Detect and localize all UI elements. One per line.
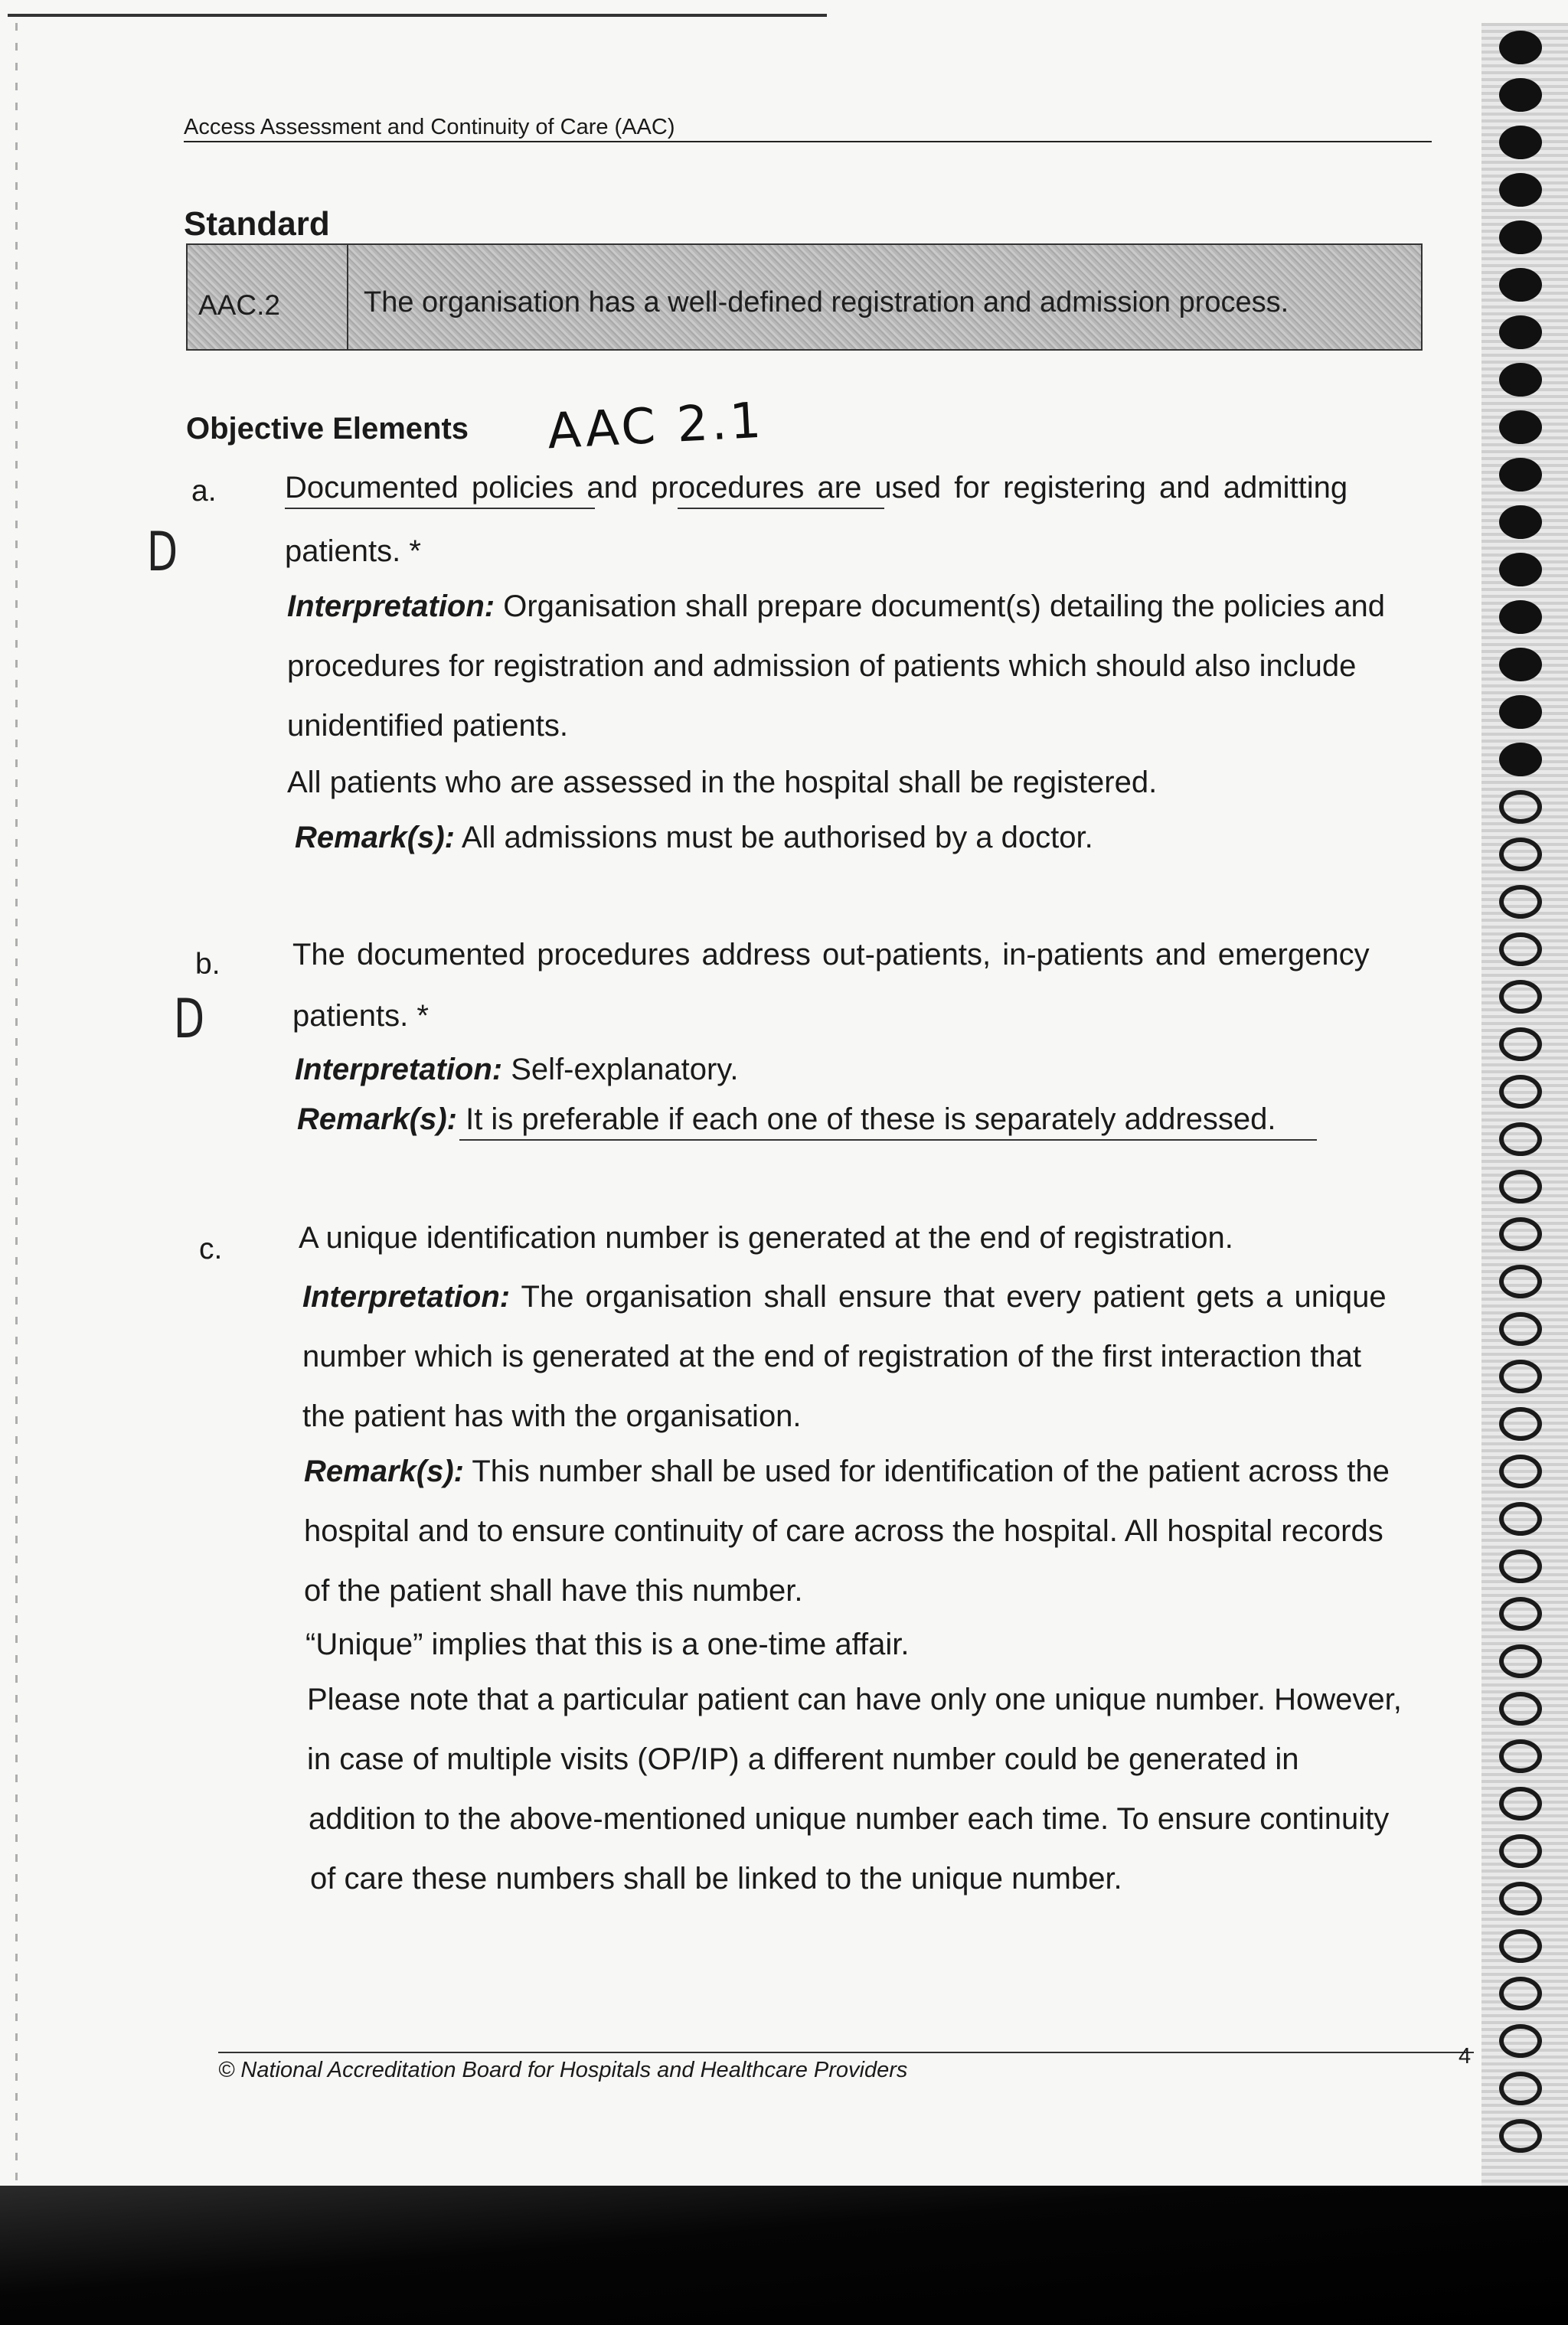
binding-ring bbox=[1499, 2072, 1542, 2105]
binding-ring bbox=[1499, 885, 1542, 919]
binding-ring bbox=[1499, 1929, 1542, 1963]
binding-ring bbox=[1499, 1217, 1542, 1251]
interpretation-label: Interpretation: bbox=[287, 589, 495, 623]
scan-shadow-bottom bbox=[0, 2186, 1568, 2325]
item-c-remark-1 bbox=[304, 1455, 1390, 1489]
interpretation-label: Interpretation: bbox=[302, 1280, 511, 1314]
binding-ring bbox=[1499, 648, 1542, 681]
binding-ring bbox=[1499, 790, 1542, 824]
footer-copyright: © National Accreditation Board for Hospitals and Healthcare Providers bbox=[218, 2058, 908, 2082]
binding-ring bbox=[1499, 600, 1542, 634]
interpretation-text: The organisation shall ensure that every patient gets a unique bbox=[521, 1280, 1387, 1314]
binding-ring bbox=[1499, 78, 1542, 112]
binding-ring bbox=[1499, 1122, 1542, 1156]
item-marker-c: c. bbox=[199, 1233, 223, 1265]
remark-text: All admissions must be authorised by a doctor. bbox=[461, 821, 1093, 854]
underline-remark-b bbox=[459, 1139, 1317, 1141]
binding-ring bbox=[1499, 1407, 1542, 1441]
item-c-interpretation-1 bbox=[302, 1280, 1387, 1314]
item-c-remark-7: addition to the above-mentioned unique number each time. To ensure continuity bbox=[309, 1802, 1390, 1836]
objective-elements-title: Objective Elements bbox=[186, 412, 469, 446]
page-number: 4 bbox=[1459, 2044, 1472, 2069]
binding-ring bbox=[1499, 1787, 1542, 1820]
remark-label: Remark(s): bbox=[304, 1455, 464, 1488]
remark-label: Remark(s): bbox=[295, 821, 455, 854]
standard-code: AAC.2 bbox=[198, 289, 280, 321]
item-a-interpretation-2: procedures for registration and admission of patients which should also include bbox=[287, 649, 1357, 683]
underline-procedures bbox=[678, 508, 884, 509]
item-b-remark bbox=[297, 1102, 1276, 1137]
binding-ring bbox=[1499, 2119, 1542, 2153]
remark-text: It is preferable if each one of these is separately addressed. bbox=[466, 1102, 1276, 1136]
binding-ring bbox=[1499, 505, 1542, 539]
item-c-interpretation-3: the patient has with the organisation. bbox=[302, 1399, 802, 1433]
item-a-interpretation-4: All patients who are assessed in the hospital shall be registered. bbox=[287, 766, 1158, 799]
margin-mark-b: D bbox=[173, 988, 205, 1050]
item-b-line-2: patients. * bbox=[292, 999, 429, 1033]
binding-ring bbox=[1499, 695, 1542, 729]
handwritten-note: AAC 2.1 bbox=[546, 392, 766, 461]
binding-ring bbox=[1499, 458, 1542, 491]
binding-ring bbox=[1499, 410, 1542, 444]
item-c-remark-4: “Unique” implies that this is a one-time affair. bbox=[305, 1628, 910, 1661]
binding-ring bbox=[1499, 553, 1542, 586]
binding-ring bbox=[1499, 743, 1542, 776]
binding-ring bbox=[1499, 1834, 1542, 1868]
binding-ring bbox=[1499, 1027, 1542, 1061]
binding-ring bbox=[1499, 1360, 1542, 1393]
remark-label: Remark(s): bbox=[297, 1102, 457, 1136]
binding-ring bbox=[1499, 126, 1542, 159]
binding-ring bbox=[1499, 363, 1542, 397]
binding-ring bbox=[1499, 1597, 1542, 1631]
margin-mark-a: D bbox=[146, 521, 178, 583]
item-a-remark bbox=[295, 821, 1093, 855]
binding-ring bbox=[1499, 31, 1542, 64]
binding-ring bbox=[1499, 838, 1542, 871]
item-c-remark-6: in case of multiple visits (OP/IP) a different number could be generated in bbox=[307, 1742, 1299, 1776]
interpretation-label: Interpretation: bbox=[295, 1053, 503, 1086]
binding-ring bbox=[1499, 1644, 1542, 1678]
interpretation-text: Organisation shall prepare document(s) detailing the policies and bbox=[503, 589, 1386, 623]
standard-box bbox=[186, 243, 1423, 351]
remark-text: This number shall be used for identification of the patient across the bbox=[472, 1455, 1390, 1488]
scan-edge-left bbox=[15, 23, 18, 2182]
binding-ring bbox=[1499, 1549, 1542, 1583]
binding-ring bbox=[1499, 268, 1542, 302]
binding-ring bbox=[1499, 1170, 1542, 1203]
item-marker-b: b. bbox=[195, 948, 220, 981]
item-c-remark-5: Please note that a particular patient can have only one unique number. However, bbox=[307, 1683, 1402, 1716]
item-marker-a: a. bbox=[191, 475, 217, 508]
running-head: Access Assessment and Continuity of Care (AAC) bbox=[184, 115, 675, 139]
binding-ring bbox=[1499, 1502, 1542, 1536]
binding-ring bbox=[1499, 1882, 1542, 1915]
header-rule bbox=[184, 141, 1432, 142]
item-c-remark-3: of the patient shall have this number. bbox=[304, 1574, 803, 1608]
binding-ring bbox=[1499, 932, 1542, 966]
underline-policies bbox=[285, 508, 595, 509]
standard-text: The organisation has a well-defined registration and admission process. bbox=[364, 286, 1289, 318]
item-b-interpretation bbox=[295, 1053, 738, 1087]
binding-ring bbox=[1499, 1265, 1542, 1298]
section-title-standard: Standard bbox=[184, 205, 330, 243]
item-c-line-1: A unique identification number is generated at the end of registration. bbox=[299, 1221, 1233, 1255]
item-c-remark-8: of care these numbers shall be linked to the unique number. bbox=[310, 1862, 1122, 1896]
item-a-line-1: Documented policies and procedures are used for registering and admitting bbox=[285, 471, 1348, 505]
binding-ring bbox=[1499, 1977, 1542, 2010]
binding-ring bbox=[1499, 2024, 1542, 2058]
item-a-line-2: patients. * bbox=[285, 534, 421, 568]
binding-ring bbox=[1499, 980, 1542, 1014]
footer-rule bbox=[218, 2052, 1474, 2053]
binding-ring bbox=[1499, 1312, 1542, 1346]
scan-edge-top bbox=[8, 14, 827, 17]
binding-ring bbox=[1499, 1075, 1542, 1109]
item-a-interpretation-1 bbox=[287, 589, 1385, 624]
binding-ring bbox=[1499, 315, 1542, 349]
binding-ring bbox=[1499, 1739, 1542, 1773]
interpretation-text: Self-explanatory. bbox=[511, 1053, 739, 1086]
binding-ring bbox=[1499, 173, 1542, 207]
item-c-interpretation-2: number which is generated at the end of registration of the first interaction that bbox=[302, 1340, 1362, 1373]
standard-code-cell bbox=[188, 245, 348, 349]
binding-ring bbox=[1499, 220, 1542, 254]
item-c-remark-2: hospital and to ensure continuity of care across the hospital. All hospital records bbox=[304, 1514, 1383, 1548]
binding-ring bbox=[1499, 1692, 1542, 1726]
item-a-interpretation-3: unidentified patients. bbox=[287, 709, 568, 743]
item-b-line-1: The documented procedures address out-patients, in-patients and emergency bbox=[292, 938, 1370, 971]
binding-ring bbox=[1499, 1455, 1542, 1488]
